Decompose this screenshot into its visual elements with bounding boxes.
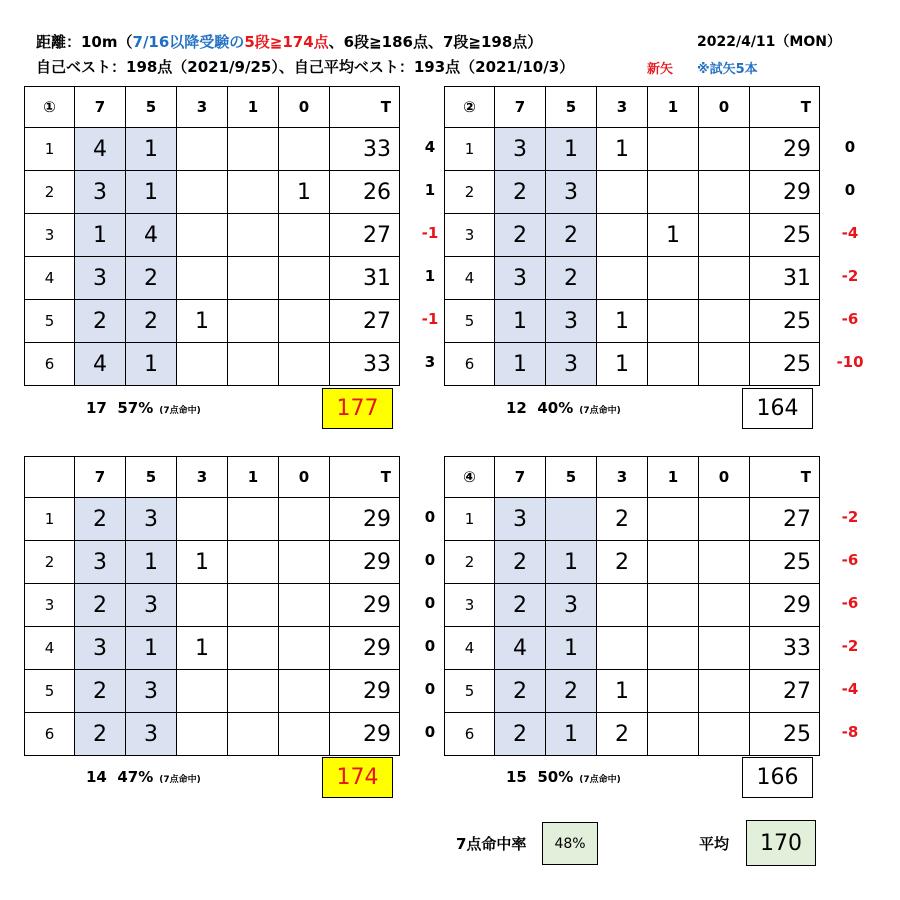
count-0-pt	[279, 257, 330, 300]
end-number: 5	[25, 300, 75, 343]
date: 2022/4/11（MON）	[697, 34, 841, 50]
round-hit-summary	[86, 768, 201, 786]
distance-header	[36, 31, 542, 52]
end-total: 25	[750, 214, 820, 257]
end-total: 29	[750, 128, 820, 171]
end-total: 33	[330, 343, 400, 386]
column-header: 0	[279, 87, 330, 128]
count-3-pt	[597, 171, 648, 214]
count-0-pt	[699, 214, 750, 257]
end-difference: -2	[841, 267, 859, 285]
count-3-pt	[597, 257, 648, 300]
count-3-pt	[597, 214, 648, 257]
count-5-pt: 1	[126, 128, 177, 171]
end-difference: 0	[844, 181, 856, 199]
end-total: 27	[750, 498, 820, 541]
count-0-pt	[279, 214, 330, 257]
count-1-pt	[228, 214, 279, 257]
column-header: T	[330, 87, 400, 128]
count-7-pt: 2	[75, 713, 126, 756]
count-5-pt: 2	[546, 214, 597, 257]
end-total: 33	[330, 128, 400, 171]
count-0-pt	[279, 300, 330, 343]
count-7-pt: 2	[495, 541, 546, 584]
table-row	[25, 670, 400, 713]
count-7-pt: 4	[75, 128, 126, 171]
table-row	[445, 627, 820, 670]
count-0-pt: 1	[279, 171, 330, 214]
count-0-pt	[279, 541, 330, 584]
round-label: ②	[445, 87, 495, 128]
count-3-pt	[177, 257, 228, 300]
table-row	[25, 171, 400, 214]
count-0-pt	[279, 713, 330, 756]
count-0-pt	[699, 128, 750, 171]
count-0-pt	[699, 300, 750, 343]
column-header: 0	[699, 457, 750, 498]
table-row	[25, 128, 400, 171]
count-1-pt	[648, 713, 699, 756]
end-total: 29	[330, 627, 400, 670]
count-7-pt: 2	[495, 171, 546, 214]
table-row	[445, 300, 820, 343]
table-row	[25, 300, 400, 343]
end-difference: 0	[424, 680, 436, 698]
end-difference: -1	[421, 224, 439, 242]
column-header: 1	[648, 87, 699, 128]
table-row	[445, 257, 820, 300]
round-label: ④	[445, 457, 495, 498]
column-header: 7	[75, 457, 126, 498]
count-0-pt	[699, 343, 750, 386]
count-3-pt	[597, 584, 648, 627]
count-7-pt: 4	[75, 343, 126, 386]
end-number: 1	[445, 498, 495, 541]
end-number: 1	[445, 128, 495, 171]
count-3-pt: 1	[597, 128, 648, 171]
hit-count: 14	[86, 768, 107, 786]
table-row	[25, 257, 400, 300]
end-total: 31	[330, 257, 400, 300]
count-1-pt	[228, 627, 279, 670]
count-3-pt: 1	[177, 541, 228, 584]
end-difference: -2	[841, 637, 859, 655]
count-5-pt: 3	[126, 498, 177, 541]
count-3-pt: 2	[597, 713, 648, 756]
count-3-pt: 1	[597, 300, 648, 343]
count-5-pt: 3	[126, 670, 177, 713]
end-number: 4	[445, 257, 495, 300]
count-3-pt	[177, 584, 228, 627]
count-5-pt: 1	[126, 541, 177, 584]
count-3-pt: 1	[597, 343, 648, 386]
end-total: 29	[330, 498, 400, 541]
hit-note: (7点命中)	[159, 775, 201, 785]
hit-note: (7点命中)	[579, 775, 621, 785]
end-total: 29	[330, 713, 400, 756]
count-3-pt	[177, 713, 228, 756]
end-difference: -4	[841, 680, 859, 698]
table-row	[25, 214, 400, 257]
distance-text: 距離：10m（	[36, 33, 133, 51]
count-0-pt	[279, 584, 330, 627]
count-7-pt: 3	[495, 257, 546, 300]
score-table-3	[24, 456, 400, 756]
count-5-pt: 3	[546, 300, 597, 343]
count-1-pt	[228, 541, 279, 584]
count-1-pt	[648, 128, 699, 171]
end-total: 26	[330, 171, 400, 214]
count-7-pt: 2	[75, 498, 126, 541]
end-number: 6	[25, 713, 75, 756]
hit-note: (7点命中)	[579, 406, 621, 416]
hit-note: (7点命中)	[159, 406, 201, 416]
count-0-pt	[699, 670, 750, 713]
count-7-pt: 2	[75, 670, 126, 713]
count-5-pt: 1	[546, 713, 597, 756]
column-header: 5	[546, 87, 597, 128]
hit-rate-label: 7点命中率	[456, 835, 527, 853]
count-5-pt: 3	[126, 713, 177, 756]
end-total: 27	[750, 670, 820, 713]
end-number: 5	[445, 300, 495, 343]
count-5-pt: 1	[126, 343, 177, 386]
round-hit-summary	[86, 399, 201, 417]
table-row	[25, 627, 400, 670]
column-header: 0	[699, 87, 750, 128]
end-difference: -6	[841, 594, 859, 612]
column-header: 7	[495, 457, 546, 498]
dan-thresholds: 、6段≧186点、7段≧198点）	[328, 33, 543, 51]
count-1-pt	[228, 584, 279, 627]
fifth-dan-threshold: 5段≧174点	[244, 33, 329, 51]
end-number: 2	[25, 171, 75, 214]
column-header: 5	[126, 457, 177, 498]
count-1-pt	[648, 300, 699, 343]
round-total: 166	[742, 757, 813, 798]
average-value: 170	[746, 820, 816, 866]
count-5-pt: 3	[546, 171, 597, 214]
count-5-pt: 2	[126, 300, 177, 343]
exam-condition: 7/16以降受験の	[132, 33, 245, 51]
count-3-pt	[177, 214, 228, 257]
column-header: 1	[228, 87, 279, 128]
count-1-pt	[228, 498, 279, 541]
count-0-pt	[699, 498, 750, 541]
end-number: 3	[25, 584, 75, 627]
count-5-pt: 2	[126, 257, 177, 300]
count-0-pt	[699, 713, 750, 756]
count-7-pt: 3	[75, 627, 126, 670]
count-3-pt: 2	[597, 541, 648, 584]
end-difference: 0	[424, 508, 436, 526]
count-5-pt	[546, 498, 597, 541]
count-3-pt: 1	[597, 670, 648, 713]
end-number: 2	[445, 171, 495, 214]
count-1-pt	[648, 498, 699, 541]
end-number: 6	[445, 713, 495, 756]
table-row	[445, 214, 820, 257]
count-5-pt: 3	[546, 343, 597, 386]
count-3-pt	[177, 171, 228, 214]
count-7-pt: 1	[75, 214, 126, 257]
hit-percent: 50%	[537, 768, 574, 786]
count-0-pt	[279, 498, 330, 541]
count-1-pt	[228, 171, 279, 214]
hit-count: 17	[86, 399, 107, 417]
end-difference: -6	[841, 551, 859, 569]
count-0-pt	[279, 627, 330, 670]
hit-percent: 57%	[117, 399, 154, 417]
count-3-pt: 1	[177, 300, 228, 343]
table-row	[445, 584, 820, 627]
end-total: 25	[750, 300, 820, 343]
end-total: 25	[750, 713, 820, 756]
count-0-pt	[699, 541, 750, 584]
end-number: 6	[445, 343, 495, 386]
count-3-pt	[597, 627, 648, 670]
column-header: 3	[597, 87, 648, 128]
count-7-pt: 3	[495, 498, 546, 541]
column-header: 1	[228, 457, 279, 498]
count-3-pt: 2	[597, 498, 648, 541]
column-header: 3	[177, 457, 228, 498]
end-difference: 3	[424, 353, 436, 371]
column-header: 0	[279, 457, 330, 498]
round-total: 164	[742, 388, 813, 429]
column-header: T	[750, 87, 820, 128]
hit-percent: 47%	[117, 768, 154, 786]
count-1-pt	[228, 343, 279, 386]
column-header: 1	[648, 457, 699, 498]
round-total: 177	[322, 388, 393, 429]
round-total: 174	[322, 757, 393, 798]
round-label	[25, 457, 75, 498]
new-arrow-note: 新矢	[647, 62, 674, 77]
average-label: 平均	[699, 835, 730, 853]
hit-count: 12	[506, 399, 527, 417]
column-header: 7	[495, 87, 546, 128]
end-total: 29	[330, 584, 400, 627]
count-1-pt	[228, 128, 279, 171]
count-7-pt: 3	[75, 171, 126, 214]
round-label: ①	[25, 87, 75, 128]
count-0-pt	[699, 257, 750, 300]
end-number: 5	[445, 670, 495, 713]
count-0-pt	[279, 128, 330, 171]
round-hit-summary	[506, 768, 621, 786]
count-1-pt	[648, 670, 699, 713]
end-number: 3	[445, 584, 495, 627]
count-1-pt	[228, 670, 279, 713]
count-3-pt	[177, 128, 228, 171]
count-5-pt: 4	[126, 214, 177, 257]
end-number: 4	[25, 257, 75, 300]
end-total: 25	[750, 541, 820, 584]
round-hit-summary	[506, 399, 621, 417]
count-0-pt	[699, 627, 750, 670]
end-number: 1	[25, 128, 75, 171]
count-1-pt	[648, 541, 699, 584]
column-header: 3	[597, 457, 648, 498]
end-total: 33	[750, 627, 820, 670]
count-5-pt: 1	[546, 128, 597, 171]
table-row	[445, 670, 820, 713]
count-1-pt	[228, 257, 279, 300]
end-number: 6	[25, 343, 75, 386]
table-row	[445, 498, 820, 541]
end-difference: 0	[424, 723, 436, 741]
end-total: 31	[750, 257, 820, 300]
count-5-pt: 2	[546, 670, 597, 713]
end-number: 4	[25, 627, 75, 670]
column-header: T	[330, 457, 400, 498]
count-7-pt: 2	[495, 713, 546, 756]
count-7-pt: 4	[495, 627, 546, 670]
count-3-pt	[177, 498, 228, 541]
count-7-pt: 2	[75, 584, 126, 627]
end-difference: -10	[836, 353, 864, 371]
table-row	[25, 541, 400, 584]
end-number: 1	[25, 498, 75, 541]
end-difference: -4	[841, 224, 859, 242]
count-3-pt	[177, 670, 228, 713]
end-total: 29	[330, 670, 400, 713]
score-table-4	[444, 456, 820, 756]
table-row	[445, 343, 820, 386]
count-5-pt: 1	[126, 627, 177, 670]
count-0-pt	[699, 171, 750, 214]
count-7-pt: 2	[495, 214, 546, 257]
count-5-pt: 3	[546, 584, 597, 627]
end-number: 4	[445, 627, 495, 670]
count-5-pt: 3	[126, 584, 177, 627]
hit-rate-value: 48%	[542, 822, 598, 865]
column-header: 5	[126, 87, 177, 128]
end-total: 29	[750, 584, 820, 627]
end-difference: 0	[844, 138, 856, 156]
end-difference: -8	[841, 723, 859, 741]
end-number: 3	[25, 214, 75, 257]
column-header: 3	[177, 87, 228, 128]
end-number: 2	[25, 541, 75, 584]
table-row	[445, 128, 820, 171]
count-7-pt: 2	[495, 670, 546, 713]
table-row	[25, 584, 400, 627]
end-total: 27	[330, 300, 400, 343]
count-7-pt: 3	[495, 128, 546, 171]
count-0-pt	[279, 343, 330, 386]
table-row	[25, 498, 400, 541]
count-7-pt: 3	[75, 257, 126, 300]
end-difference: -6	[841, 310, 859, 328]
count-1-pt: 1	[648, 214, 699, 257]
count-5-pt: 1	[546, 627, 597, 670]
trial-arrows-note: ※試矢5本	[697, 62, 758, 77]
end-difference: -1	[421, 310, 439, 328]
count-5-pt: 2	[546, 257, 597, 300]
hit-count: 15	[506, 768, 527, 786]
count-7-pt: 1	[495, 300, 546, 343]
count-7-pt: 1	[495, 343, 546, 386]
count-7-pt: 2	[75, 300, 126, 343]
end-number: 3	[445, 214, 495, 257]
end-total: 25	[750, 343, 820, 386]
count-5-pt: 1	[546, 541, 597, 584]
column-header: T	[750, 457, 820, 498]
count-1-pt	[648, 343, 699, 386]
end-total: 29	[750, 171, 820, 214]
table-row	[25, 713, 400, 756]
count-5-pt: 1	[126, 171, 177, 214]
table-row	[25, 343, 400, 386]
count-1-pt	[648, 257, 699, 300]
score-table-2	[444, 86, 820, 386]
end-total: 29	[330, 541, 400, 584]
personal-best: 自己ベスト：198点（2021/9/25）、自己平均ベスト：193点（2021/10/3）	[36, 58, 575, 76]
table-row	[445, 713, 820, 756]
count-1-pt	[648, 171, 699, 214]
end-difference: 0	[424, 551, 436, 569]
count-1-pt	[228, 713, 279, 756]
end-difference: 1	[424, 267, 436, 285]
end-difference: 0	[424, 594, 436, 612]
end-number: 5	[25, 670, 75, 713]
table-row	[445, 171, 820, 214]
score-table-1	[24, 86, 400, 386]
end-difference: 4	[424, 138, 436, 156]
end-total: 27	[330, 214, 400, 257]
count-1-pt	[228, 300, 279, 343]
count-1-pt	[648, 627, 699, 670]
column-header: 7	[75, 87, 126, 128]
count-1-pt	[648, 584, 699, 627]
end-difference: 0	[424, 637, 436, 655]
table-row	[445, 541, 820, 584]
count-3-pt	[177, 343, 228, 386]
count-0-pt	[699, 584, 750, 627]
end-difference: 1	[424, 181, 436, 199]
hit-percent: 40%	[537, 399, 574, 417]
count-7-pt: 2	[495, 584, 546, 627]
end-number: 2	[445, 541, 495, 584]
count-7-pt: 3	[75, 541, 126, 584]
column-header: 5	[546, 457, 597, 498]
end-difference: -2	[841, 508, 859, 526]
count-0-pt	[279, 670, 330, 713]
count-3-pt: 1	[177, 627, 228, 670]
